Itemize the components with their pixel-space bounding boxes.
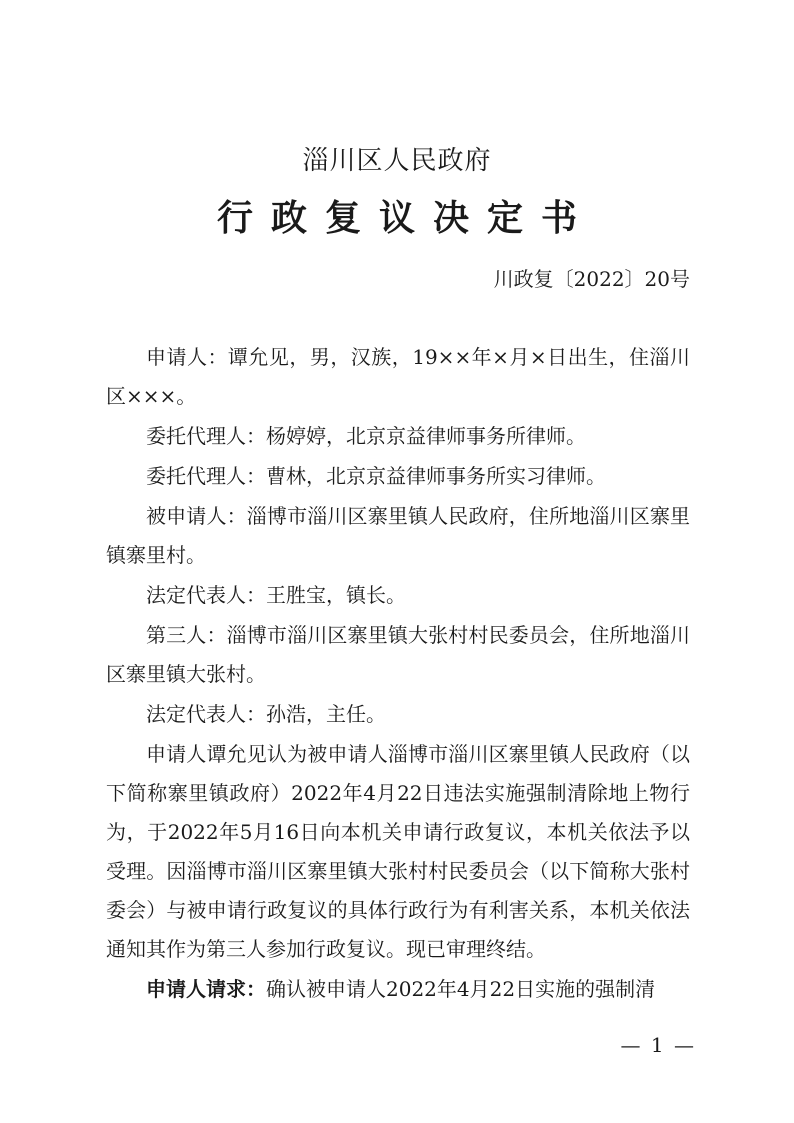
paragraph-third-party-representative: 法定代表人：孙浩，主任。 bbox=[146, 702, 386, 726]
document-title: 行政复议决定书 bbox=[216, 197, 595, 239]
paragraph-agent-2: 委托代理人：曹林，北京京益律师事务所实习律师。 bbox=[146, 464, 606, 488]
paragraph-request bbox=[106, 970, 690, 1009]
paragraph-respondent-representative: 法定代表人：王胜宝，镇长。 bbox=[146, 583, 406, 607]
issuing-agency: 淄川区人民政府 bbox=[302, 146, 492, 176]
paragraph-respondent: 被申请人：淄博市淄川区寨里镇人民政府，住所地淄川区寨里镇寨里村。 bbox=[106, 504, 690, 567]
request-text: 确认被申请人2022年4月22日实施的强制清 bbox=[266, 977, 656, 1001]
document-number: 川政复〔2022〕20号 bbox=[493, 267, 690, 291]
paragraph-applicant: 申请人：谭允见，男，汉族，19××年×月×日出生，住淄川区×××。 bbox=[106, 345, 690, 408]
page-number: — 1 — bbox=[620, 1033, 696, 1057]
document-body bbox=[106, 338, 690, 1009]
paragraph-agent-1: 委托代理人：杨婷婷，北京京益律师事务所律师。 bbox=[146, 424, 586, 448]
paragraph-case-summary: 申请人谭允见认为被申请人淄博市淄川区寨里镇人民政府（以下简称寨里镇政府）2022年4月22日违法实施强制清除地上物行为，于2022年5月16日向本机关申请行政复议，本机关依法予以受理。因淄博市淄川区寨里镇大张村村民委员会（以下简称大张村委会）与被申请行政复议的具体行政行为有利害关系，本机关依法通知其作为第三人参加行政复议。现已审理终结。 bbox=[106, 742, 690, 961]
request-label: 申请人请求： bbox=[146, 977, 266, 1001]
paragraph-third-party: 第三人：淄博市淄川区寨里镇大张村村民委员会，住所地淄川区寨里镇大张村。 bbox=[106, 623, 690, 686]
